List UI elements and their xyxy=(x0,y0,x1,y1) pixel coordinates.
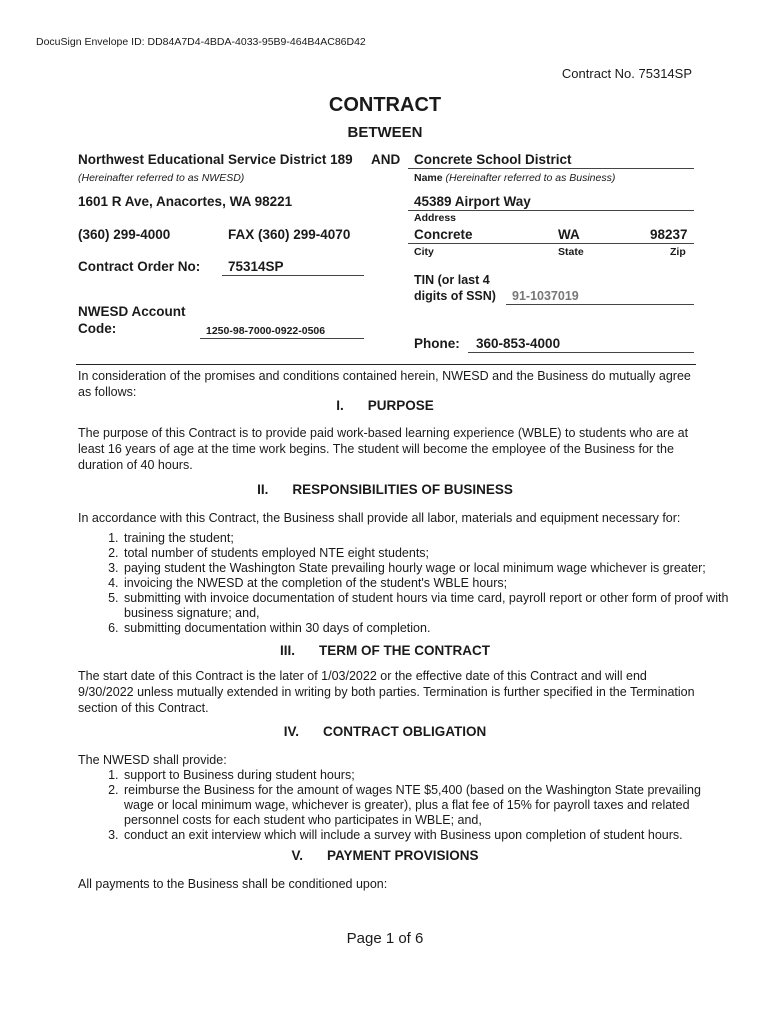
purpose-paragraph: The purpose of this Contract is to provide paid work-based learning experience (WBLE) to students who are at least 16 years of age at the time work begins. The student will become the employee of the Business for the duration of 40 hours. xyxy=(78,426,689,472)
responsibilities-list xyxy=(78,531,734,636)
section-heading-responsibilities xyxy=(0,482,770,497)
section-title: PAYMENT PROVISIONS xyxy=(326,848,479,863)
nwesd-account-code-value: 1250-98-7000-0922-0506 xyxy=(206,325,326,337)
state-caption: State xyxy=(558,246,584,258)
business-state: WA xyxy=(558,227,580,242)
nwesd-phone: (360) 299-4000 xyxy=(78,227,171,242)
section-heading-payment xyxy=(0,848,770,863)
nwesd-account-code-label: Code: xyxy=(78,321,117,336)
section-number: III. xyxy=(279,643,295,658)
and-label: AND xyxy=(371,152,401,167)
list-item: 1. training the student; xyxy=(122,531,734,546)
responsibilities-intro: In accordance with this Contract, the Business shall provide all labor, materials and equipment necessary for: xyxy=(78,511,681,525)
docusign-envelope-id: DocuSign Envelope ID: DD84A7D4-4BDA-4033-95B9-464B4AC86D42 xyxy=(36,36,366,48)
business-name: Concrete School District xyxy=(414,152,572,167)
tin-label-line1: TIN (or last 4 xyxy=(414,273,490,287)
term-paragraph: The start date of this Contract is the later of 1/03/2022 or the effective date of this Contract and will end 9/30/2022 unless mutually extended in writing by both parties. Termination is further specified in the Termination section of this Contract. xyxy=(78,669,695,715)
nwesd-account-label: NWESD Account xyxy=(78,304,186,319)
nwesd-fax: FAX (360) 299-4070 xyxy=(228,227,351,242)
section-heading-purpose xyxy=(0,398,770,413)
section-divider xyxy=(76,364,696,365)
phone-underline xyxy=(468,352,694,353)
payment-paragraph: All payments to the Business shall be conditioned upon: xyxy=(78,877,388,891)
section-heading-term xyxy=(0,643,770,658)
tin-value: 91-1037019 xyxy=(512,289,579,303)
intro-paragraph: In consideration of the promises and conditions contained herein, NWESD and the Business do mutually agree as follows: xyxy=(78,369,691,399)
tin-label-line2: digits of SSN) xyxy=(414,289,496,303)
tin-underline xyxy=(506,304,694,305)
nwesd-address: 1601 R Ave, Anacortes, WA 98221 xyxy=(78,194,293,209)
business-hereinafter: (Hereinafter referred to as Business) xyxy=(445,172,616,184)
section-title: CONTRACT OBLIGATION xyxy=(323,724,487,739)
list-item: 6. submitting documentation within 30 days of completion. xyxy=(122,621,734,636)
section-number: V. xyxy=(291,848,303,863)
business-phone-value: 360-853-4000 xyxy=(476,336,561,351)
section-number: I. xyxy=(336,398,344,413)
business-name-caption xyxy=(414,172,615,184)
obligation-list xyxy=(78,768,734,843)
account-code-underline xyxy=(200,338,364,339)
document-title: CONTRACT xyxy=(328,94,442,116)
page-number: Page 1 of 6 xyxy=(346,930,424,947)
list-item: 2. reimburse the Business for the amount of wages NTE $5,400 (based on the Washington State prevailing wage or local minimum wage, whichever is greater), plus a flat fee of 15% for payroll taxes and related personnel costs for each student who participates in WBLE; and, xyxy=(122,783,734,828)
contract-number: Contract No. 75314SP xyxy=(561,66,692,81)
name-caption-label: Name xyxy=(414,172,443,184)
city-caption: City xyxy=(414,246,434,258)
list-item: 1. support to Business during student hours; xyxy=(122,768,734,783)
section-number: II. xyxy=(257,482,269,497)
business-address-underline xyxy=(408,210,694,211)
list-item: 5. submitting with invoice documentation of student hours via time card, payroll report or other form of proof with business signature; and, xyxy=(122,591,734,621)
section-number: IV. xyxy=(283,724,300,739)
list-item: 3. conduct an exit interview which will include a survey with Business upon completion of student hours. xyxy=(122,828,734,843)
between-label: BETWEEN xyxy=(347,124,423,141)
contract-order-value: 75314SP xyxy=(228,259,284,274)
contract-order-underline xyxy=(222,275,364,276)
section-title: TERM OF THE CONTRACT xyxy=(319,643,490,658)
business-city: Concrete xyxy=(414,227,473,242)
business-zip: 98237 xyxy=(650,227,688,242)
contract-order-label: Contract Order No: xyxy=(78,259,201,274)
nwesd-hereinafter: (Hereinafter referred to as NWESD) xyxy=(78,172,245,184)
list-item: 2. total number of students employed NTE eight students; xyxy=(122,546,734,561)
section-heading-obligation xyxy=(0,724,770,739)
section-title: RESPONSIBILITIES OF BUSINESS xyxy=(292,482,513,497)
business-address: 45389 Airport Way xyxy=(414,194,531,209)
business-phone-label: Phone: xyxy=(414,336,460,351)
zip-caption: Zip xyxy=(670,246,686,258)
obligation-intro: The NWESD shall provide: xyxy=(78,753,227,767)
address-caption: Address xyxy=(414,212,457,224)
section-title: PURPOSE xyxy=(367,398,434,413)
nwesd-name: Northwest Educational Service District 189 xyxy=(78,152,353,167)
business-name-underline xyxy=(408,168,694,169)
list-item: 4. invoicing the NWESD at the completion of the student's WBLE hours; xyxy=(122,576,734,591)
list-item: 3. paying student the Washington State prevailing hourly wage or local minimum wage whichever is greater; xyxy=(122,561,734,576)
city-state-zip-underline xyxy=(408,243,694,244)
